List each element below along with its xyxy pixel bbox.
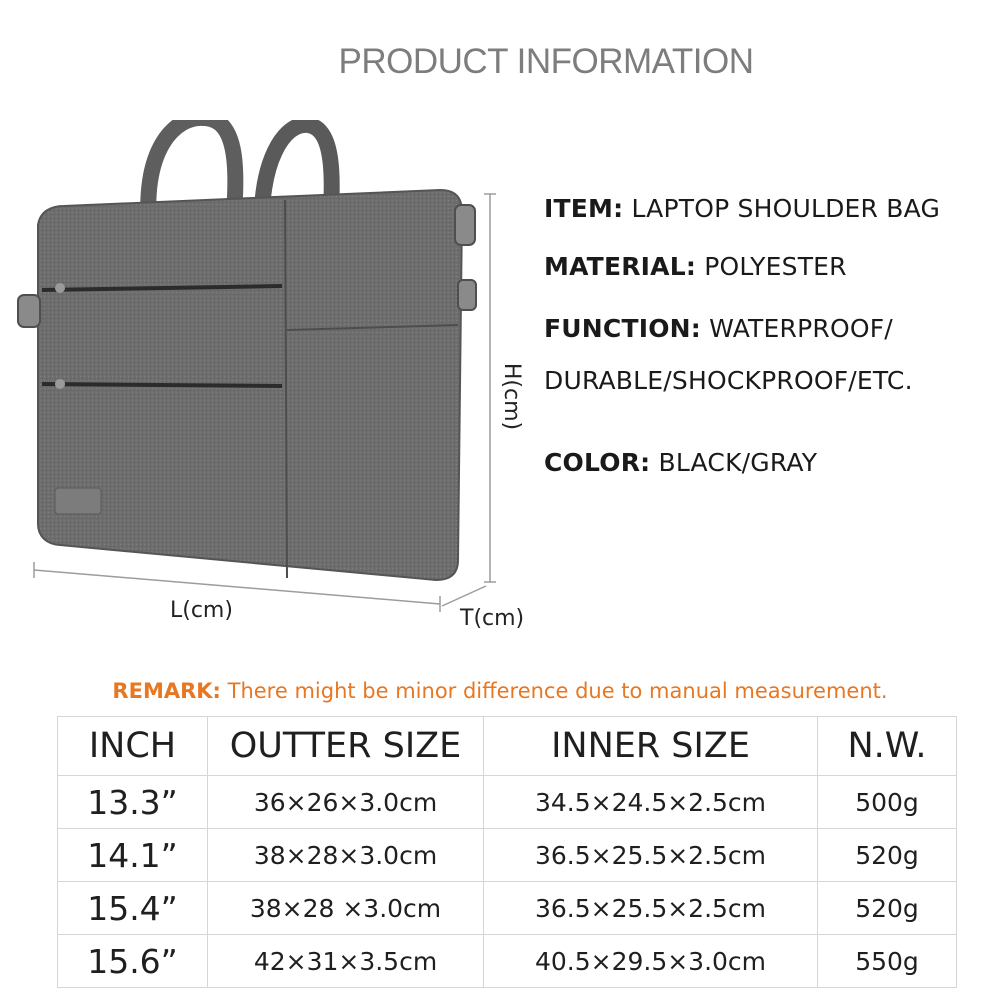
cell-net-weight: 550g <box>818 935 957 988</box>
laptop-bag-illustration <box>0 120 540 650</box>
table-row <box>58 776 957 829</box>
cell-inner-size: 40.5×29.5×3.0cm <box>484 935 818 988</box>
cell-net-weight: 520g <box>818 829 957 882</box>
cell-inch: 13.3” <box>58 776 208 829</box>
function-row <box>544 314 893 343</box>
cell-inner-size: 34.5×24.5×2.5cm <box>484 776 818 829</box>
cell-net-weight: 500g <box>818 776 957 829</box>
thickness-dimension-label: T(cm) <box>460 606 525 631</box>
color-value: BLACK/GRAY <box>658 448 818 477</box>
cell-outer-size: 42×31×3.5cm <box>208 935 484 988</box>
cell-inch: 14.1” <box>58 829 208 882</box>
header-inch: INCH <box>58 717 208 776</box>
color-row <box>544 448 817 477</box>
header-net-weight: N.W. <box>818 717 957 776</box>
cell-inner-size: 36.5×25.5×2.5cm <box>484 882 818 935</box>
cell-outer-size: 36×26×3.0cm <box>208 776 484 829</box>
table-row <box>58 935 957 988</box>
remark-text: There might be minor difference due to manual measurement. <box>227 679 888 703</box>
remark-key: REMARK: <box>112 679 221 703</box>
material-row <box>544 252 847 281</box>
cell-outer-size: 38×28 ×3.0cm <box>208 882 484 935</box>
cell-inner-size: 36.5×25.5×2.5cm <box>484 829 818 882</box>
page-title: PRODUCT INFORMATION <box>338 42 754 81</box>
item-row <box>544 194 940 223</box>
header-outer-size: OUTTER SIZE <box>208 717 484 776</box>
cell-outer-size: 38×28×3.0cm <box>208 829 484 882</box>
item-key: ITEM: <box>544 194 624 223</box>
remark-note <box>0 679 1000 703</box>
table-header-row <box>58 717 957 776</box>
item-value: LAPTOP SHOULDER BAG <box>631 194 941 223</box>
cell-inch: 15.6” <box>58 935 208 988</box>
height-dimension-label: H(cm) <box>499 362 525 431</box>
function-value-line2: DURABLE/SHOCKPROOF/ETC. <box>544 366 913 395</box>
cell-inch: 15.4” <box>58 882 208 935</box>
function-value-line1: WATERPROOF/ <box>709 314 893 343</box>
table-row <box>58 829 957 882</box>
table-row <box>58 882 957 935</box>
material-value: POLYESTER <box>704 252 847 281</box>
header-inner-size: INNER SIZE <box>484 717 818 776</box>
cell-net-weight: 520g <box>818 882 957 935</box>
length-dimension-label: L(cm) <box>170 598 233 623</box>
color-key: COLOR: <box>544 448 651 477</box>
size-spec-table <box>57 716 957 988</box>
material-key: MATERIAL: <box>544 252 697 281</box>
function-key: FUNCTION: <box>544 314 701 343</box>
